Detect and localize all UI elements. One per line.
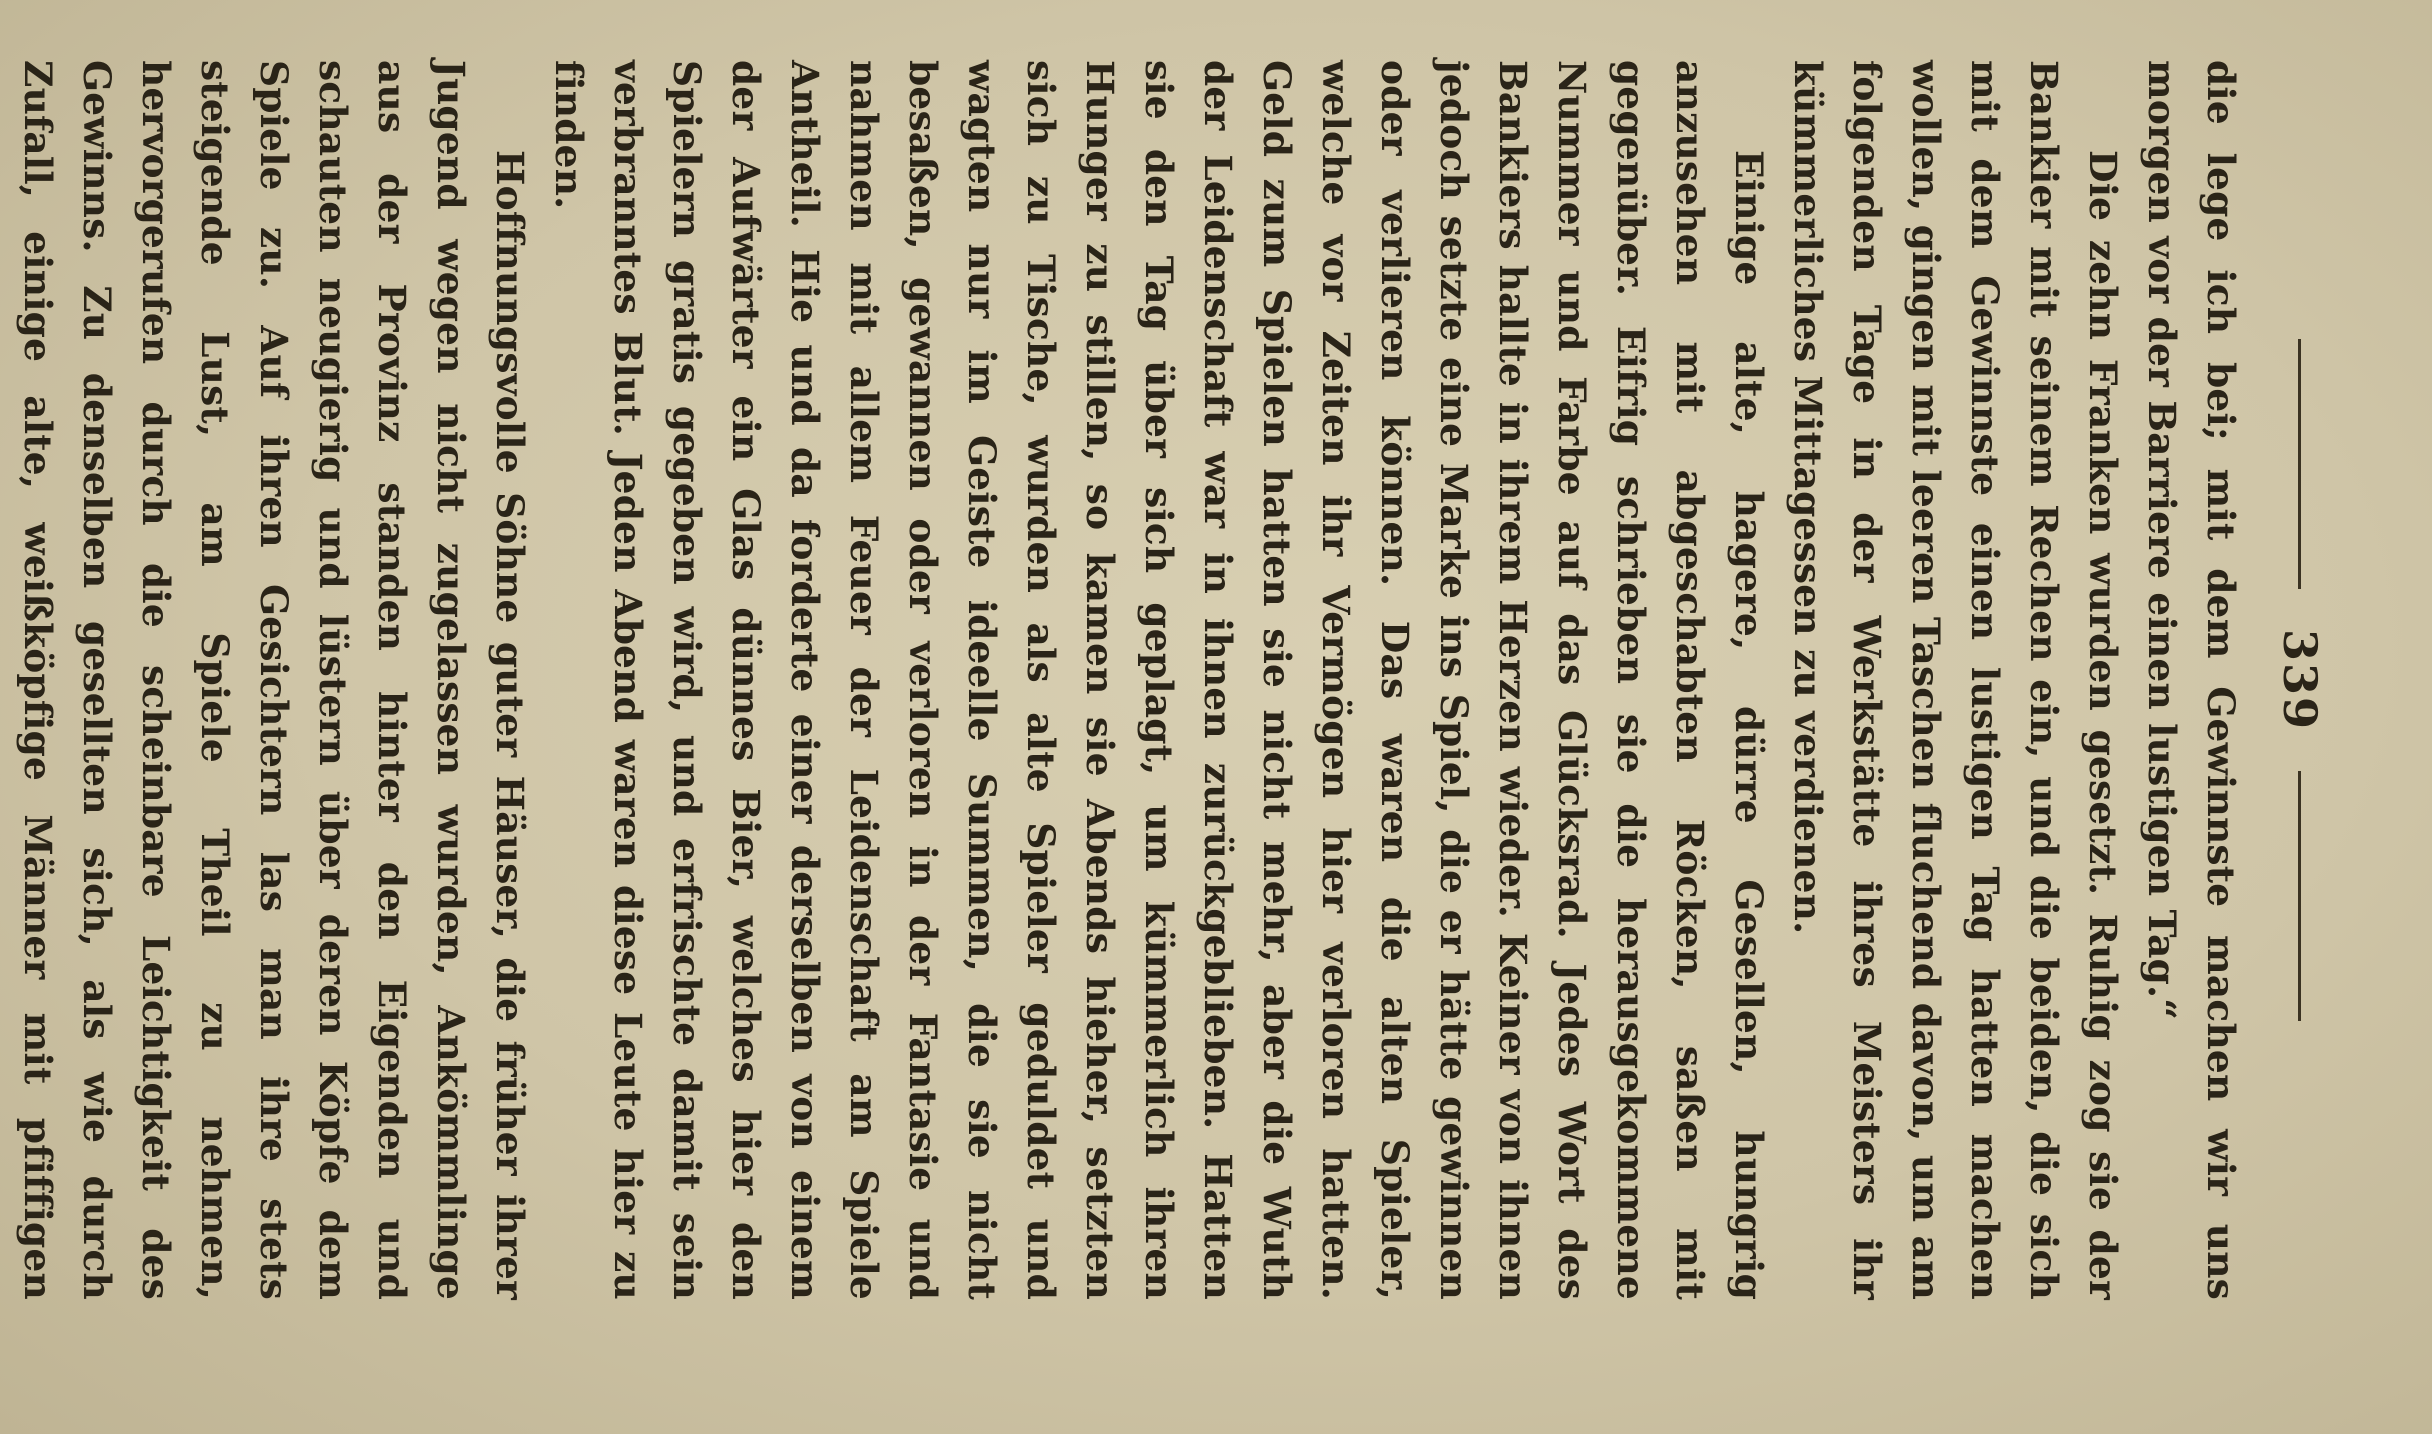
header-rule-right xyxy=(2299,771,2302,1021)
page-header xyxy=(2270,20,2330,1340)
paragraph: die lege ich bei; mit dem Gewinnste machen wir uns morgen vor der Barriere einen lustigen Tag.“ xyxy=(2140,60,2243,1300)
body-text xyxy=(0,60,2250,1300)
rotated-book-page xyxy=(16,20,2360,1340)
paragraph: Die zehn Franken wurden gesetzt. Ruhig zog sie der Bankier mit seinem Rechen ein, und die beiden, die sich mit dem Gewinnste einen lustigen Tag hatten machen wollen, gingen mit leeren Taschen fluchend davon, um am folgenden Tage in der Werkstätte ihres Meisters ihr kümmerliches Mittagessen zu verdienen. xyxy=(1786,60,2125,1300)
paragraph: Hoffnungsvolle Söhne guter Häuser, die früher ihrer Jugend wegen nicht zugelassen wurden, Ankömmlinge aus der Provinz standen hinter den Eigenden und schauten neugierig und lüstern über deren Köpfe dem Spiele zu. Auf ihren Gesichtern las man ihre stets steigende Lust, am Spiele Theil zu nehmen, hervorgerufen durch die scheinbare Leichtigkeit des Gewinns. Zu denselben gesellten sich, als wie durch Zufall, einige alte, weißköpfige Männer mit pfiffigen xyxy=(16,60,532,1300)
page-number: 339 xyxy=(2273,628,2327,732)
paragraph: Einige alte, hagere, dürre Gesellen, hungrig anzusehen mit abgeschabten Röcken, saßen mit gegenüber. Eifrig schrieben sie die herausgekommene Nummer und Farbe auf das Glücksrad. Jedes Wort des Bankiers hallte in ihrem Herzen wieder. Keiner von ihnen jedoch setzte eine Marke ins Spiel, die er hätte gewinnen oder verlieren können. Das waren die alten Spieler, welche vor Zeiten ihr Vermögen hier verloren hatten. Geld zum Spielen hatten sie nicht mehr, aber die Wuth der Leidenschaft war in ihnen zurückgeblieben. Hatten sie den Tag über sich geplagt, um kümmerlich ihren Hunger zu stillen, so kamen sie Abends hieher, setzten sich zu Tische, wurden als alte Spieler geduldet und wagten nur im Geiste ideelle Summen, die sie nicht besaßen, gewannen oder verloren in der Fantasie und nahmen mit allem Feuer der Leidenschaft am Spiele Antheil. Hie und da forderte einer derselben von einem der Aufwärter ein Glas dünnes Bier, welches hier den Spielern gratis gegeben wird, und erfrischte damit sein verbranntes Blut. Jeden Abend waren diese Leute hier zu finden. xyxy=(547,60,1771,1300)
header-rule-left xyxy=(2299,339,2302,589)
